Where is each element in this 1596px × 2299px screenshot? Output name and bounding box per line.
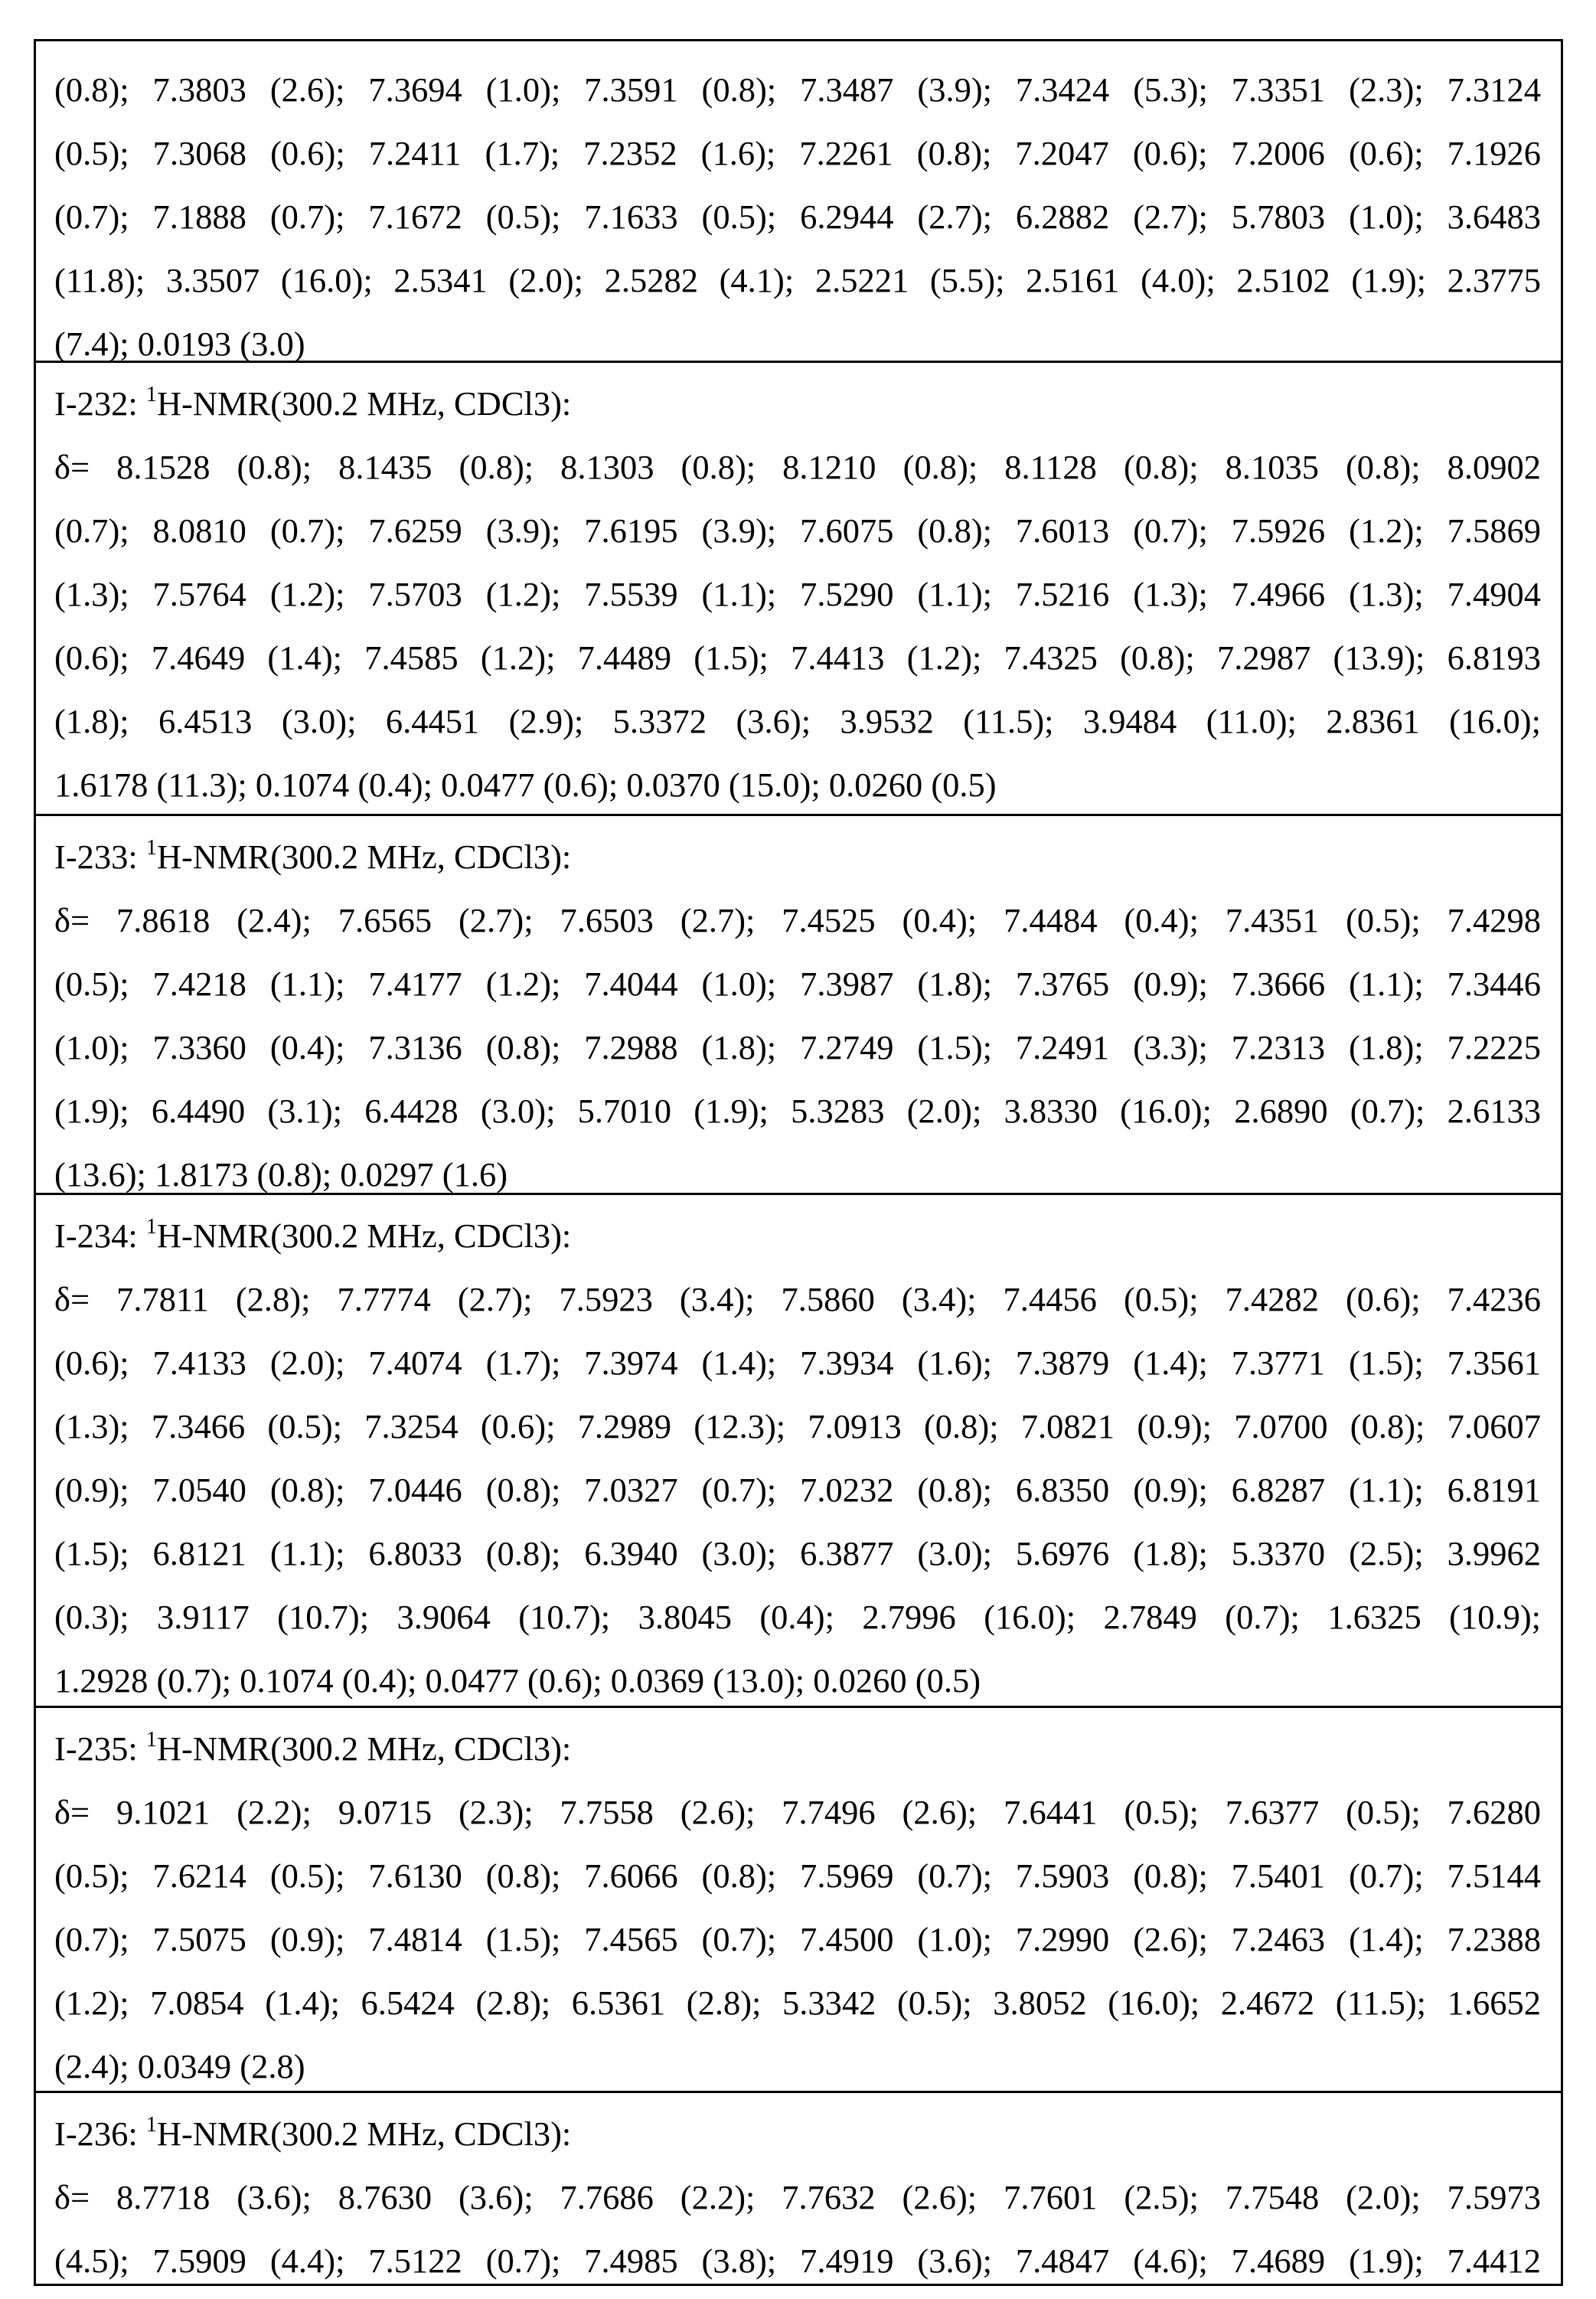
nmr-line: (1.5); 6.8121 (1.1); 6.8033 (0.8); 6.3940 (3.0); 6.3877 (3.0); 5.6976 (1.8); 5.3370 (2.5); 3.9962	[54, 1534, 1541, 1572]
nmr-method: H-NMR(300.2 MHz, CDCl3):	[156, 1729, 572, 1768]
isotope-superscript: 1	[145, 1215, 157, 1239]
nmr-line: 1.2928 (0.7); 0.1074 (0.4); 0.0477 (0.6); 0.0369 (13.0); 0.0260 (0.5)	[54, 1661, 981, 1700]
nmr-line: (1.3); 7.3466 (0.5); 7.3254 (0.6); 7.2989 (12.3); 7.0913 (0.8); 7.0821 (0.9); 7.0700 (0.8); 7.0607	[54, 1407, 1541, 1445]
compound-id: I-236:	[54, 2114, 138, 2153]
nmr-method: H-NMR(300.2 MHz, CDCl3):	[156, 384, 572, 423]
nmr-row-continuation	[36, 41, 1561, 361]
nmr-row-i-235	[36, 1706, 1561, 2091]
nmr-line: (2.4); 0.0349 (2.8)	[54, 2047, 305, 2085]
nmr-line: (7.4); 0.0193 (3.0)	[54, 325, 305, 363]
nmr-line: (0.6); 7.4133 (2.0); 7.4074 (1.7); 7.3974 (1.4); 7.3934 (1.6); 7.3879 (1.4); 7.3771 (1.5); 7.3561	[54, 1344, 1541, 1382]
isotope-superscript: 1	[145, 836, 157, 860]
compound-id: I-232:	[54, 384, 138, 423]
nmr-method: H-NMR(300.2 MHz, CDCl3):	[156, 838, 572, 876]
compound-id: I-235:	[54, 1729, 138, 1768]
nmr-line: (0.7); 7.5075 (0.9); 7.4814 (1.5); 7.4565 (0.7); 7.4500 (1.0); 7.2990 (2.6); 7.2463 (1.4); 7.2388	[54, 1920, 1541, 1958]
nmr-line: (1.3); 7.5764 (1.2); 7.5703 (1.2); 7.5539 (1.1); 7.5290 (1.1); 7.5216 (1.3); 7.4966 (1.3); 7.4904	[54, 575, 1541, 613]
nmr-line: (1.0); 7.3360 (0.4); 7.3136 (0.8); 7.2988 (1.8); 7.2749 (1.5); 7.2491 (3.3); 7.2313 (1.8); 7.2225	[54, 1028, 1541, 1066]
compound-id: I-234:	[54, 1216, 138, 1255]
nmr-row-header	[54, 2102, 1541, 2166]
nmr-row-header	[54, 1204, 1541, 1268]
isotope-superscript: 1	[145, 383, 157, 407]
nmr-data-table	[34, 39, 1563, 2286]
nmr-line: (0.7); 7.1888 (0.7); 7.1672 (0.5); 7.1633 (0.5); 6.2944 (2.7); 6.2882 (2.7); 5.7803 (1.0); 3.6483	[54, 198, 1541, 236]
nmr-line: (0.5); 7.3068 (0.6); 7.2411 (1.7); 7.2352 (1.6); 7.2261 (0.8); 7.2047 (0.6); 7.2006 (0.6); 7.1926	[54, 134, 1541, 172]
nmr-row-header	[54, 825, 1541, 889]
nmr-line: (0.3); 3.9117 (10.7); 3.9064 (10.7); 3.8045 (0.4); 2.7996 (16.0); 2.7849 (0.7); 1.6325 (10.9);	[54, 1598, 1541, 1636]
nmr-line: (1.9); 6.4490 (3.1); 6.4428 (3.0); 5.7010 (1.9); 5.3283 (2.0); 3.8330 (16.0); 2.6890 (0.7); 2.6133	[54, 1092, 1541, 1130]
isotope-superscript: 1	[145, 2113, 157, 2137]
nmr-line: (1.2); 7.0854 (1.4); 6.5424 (2.8); 6.5361 (2.8); 5.3342 (0.5); 3.8052 (16.0); 2.4672 (11.5); 1.6652	[54, 1984, 1541, 2022]
compound-id: I-233:	[54, 838, 138, 876]
nmr-method: H-NMR(300.2 MHz, CDCl3):	[156, 1216, 572, 1255]
nmr-line: (0.7); 8.0810 (0.7); 7.6259 (3.9); 7.6195 (3.9); 7.6075 (0.8); 7.6013 (0.7); 7.5926 (1.2); 7.5869	[54, 511, 1541, 550]
nmr-line: (11.8); 3.3507 (16.0); 2.5341 (2.0); 2.5282 (4.1); 2.5221 (5.5); 2.5161 (4.0); 2.5102 (1.9); 2.3775	[54, 261, 1541, 299]
nmr-line: (0.5); 7.4218 (1.1); 7.4177 (1.2); 7.4044 (1.0); 7.3987 (1.8); 7.3765 (0.9); 7.3666 (1.1); 7.3446	[54, 965, 1541, 1003]
nmr-row-i-233	[36, 814, 1561, 1193]
nmr-method: H-NMR(300.2 MHz, CDCl3):	[156, 2114, 572, 2153]
nmr-row-i-232	[36, 361, 1561, 814]
nmr-line: δ= 9.1021 (2.2); 9.0715 (2.3); 7.7558 (2.6); 7.7496 (2.6); 7.6441 (0.5); 7.6377 (0.5); 7.6280	[54, 1793, 1541, 1831]
nmr-line: δ= 8.1528 (0.8); 8.1435 (0.8); 8.1303 (0.8); 8.1210 (0.8); 8.1128 (0.8); 8.1035 (0.8); 8.0902	[54, 448, 1541, 486]
nmr-row-i-236	[36, 2091, 1561, 2284]
nmr-row-i-234	[36, 1193, 1561, 1706]
nmr-line: δ= 8.7718 (3.6); 8.7630 (3.6); 7.7686 (2.2); 7.7632 (2.6); 7.7601 (2.5); 7.7548 (2.0); 7.5973	[54, 2178, 1541, 2216]
nmr-line: (0.6); 7.4649 (1.4); 7.4585 (1.2); 7.4489 (1.5); 7.4413 (1.2); 7.4325 (0.8); 7.2987 (13.9); 6.8193	[54, 638, 1541, 677]
nmr-line: (13.6); 1.8173 (0.8); 0.0297 (1.6)	[54, 1155, 508, 1194]
nmr-row-header	[54, 372, 1541, 436]
nmr-line: δ= 7.8618 (2.4); 7.6565 (2.7); 7.6503 (2.7); 7.4525 (0.4); 7.4484 (0.4); 7.4351 (0.5); 7.4298	[54, 901, 1541, 939]
nmr-line: (0.8); 7.3803 (2.6); 7.3694 (1.0); 7.3591 (0.8); 7.3487 (3.9); 7.3424 (5.3); 7.3351 (2.3); 7.3124	[54, 70, 1541, 109]
nmr-line: (0.5); 7.6214 (0.5); 7.6130 (0.8); 7.6066 (0.8); 7.5969 (0.7); 7.5903 (0.8); 7.5401 (0.7); 7.5144	[54, 1857, 1541, 1895]
nmr-line: (0.9); 7.0540 (0.8); 7.0446 (0.8); 7.0327 (0.7); 7.0232 (0.8); 6.8350 (0.9); 6.8287 (1.1); 6.8191	[54, 1471, 1541, 1509]
nmr-line: δ= 7.7811 (2.8); 7.7774 (2.7); 7.5923 (3.4); 7.5860 (3.4); 7.4456 (0.5); 7.4282 (0.6); 7.4236	[54, 1280, 1541, 1318]
nmr-line: (4.5); 7.5909 (4.4); 7.5122 (0.7); 7.4985 (3.8); 7.4919 (3.6); 7.4847 (4.6); 7.4689 (1.9); 7.4412	[54, 2242, 1541, 2280]
isotope-superscript: 1	[145, 1728, 157, 1752]
nmr-line: (1.8); 6.4513 (3.0); 6.4451 (2.9); 5.3372 (3.6); 3.9532 (11.5); 3.9484 (11.0); 2.8361 (16.0);	[54, 702, 1541, 740]
nmr-line: 1.6178 (11.3); 0.1074 (0.4); 0.0477 (0.6); 0.0370 (15.0); 0.0260 (0.5)	[54, 766, 997, 804]
nmr-row-header	[54, 1717, 1541, 1781]
